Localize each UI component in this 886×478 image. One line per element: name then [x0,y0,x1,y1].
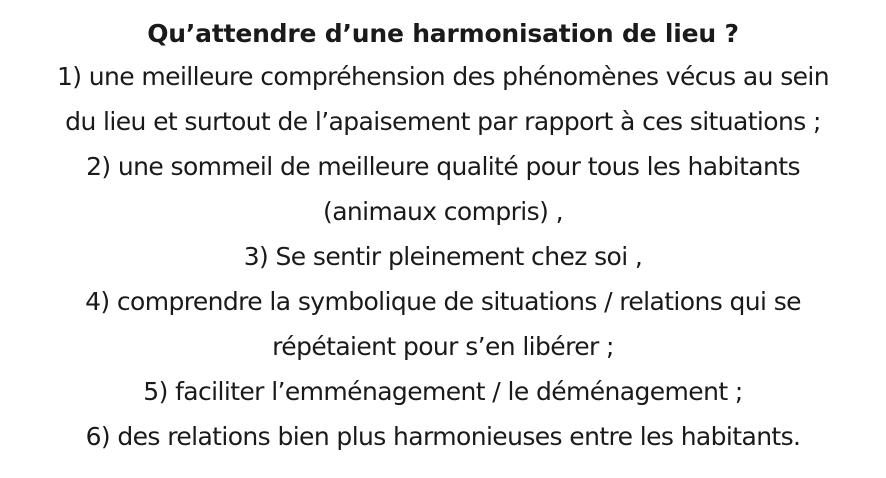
benefit-line-5: 5) faciliter l’emménagement / le déménagement ; [143,377,743,406]
benefit-line-4-part-2: répétaient pour s’en libérer ; [272,332,614,361]
document-title: Qu’attendre d’une harmonisation de lieu ? [147,19,739,48]
benefit-line-4-part-1: 4) comprendre la symbolique de situations / relations qui se [85,287,801,316]
benefit-line-1-part-2: du lieu et surtout de l’apaisement par rapport à ces situations ; [65,107,821,136]
benefit-line-2-part-2: (animaux compris) , [323,197,563,226]
benefits-list [0,54,886,459]
benefit-line-1-part-1: 1) une meilleure compréhension des phénomènes vécus au sein [56,62,829,91]
benefit-line-3: 3) Se sentir pleinement chez soi , [243,242,643,271]
benefit-line-2-part-1: 2) une sommeil de meilleure qualité pour tous les habitants [86,152,800,181]
benefit-line-6: 6) des relations bien plus harmonieuses entre les habitants. [85,422,801,451]
